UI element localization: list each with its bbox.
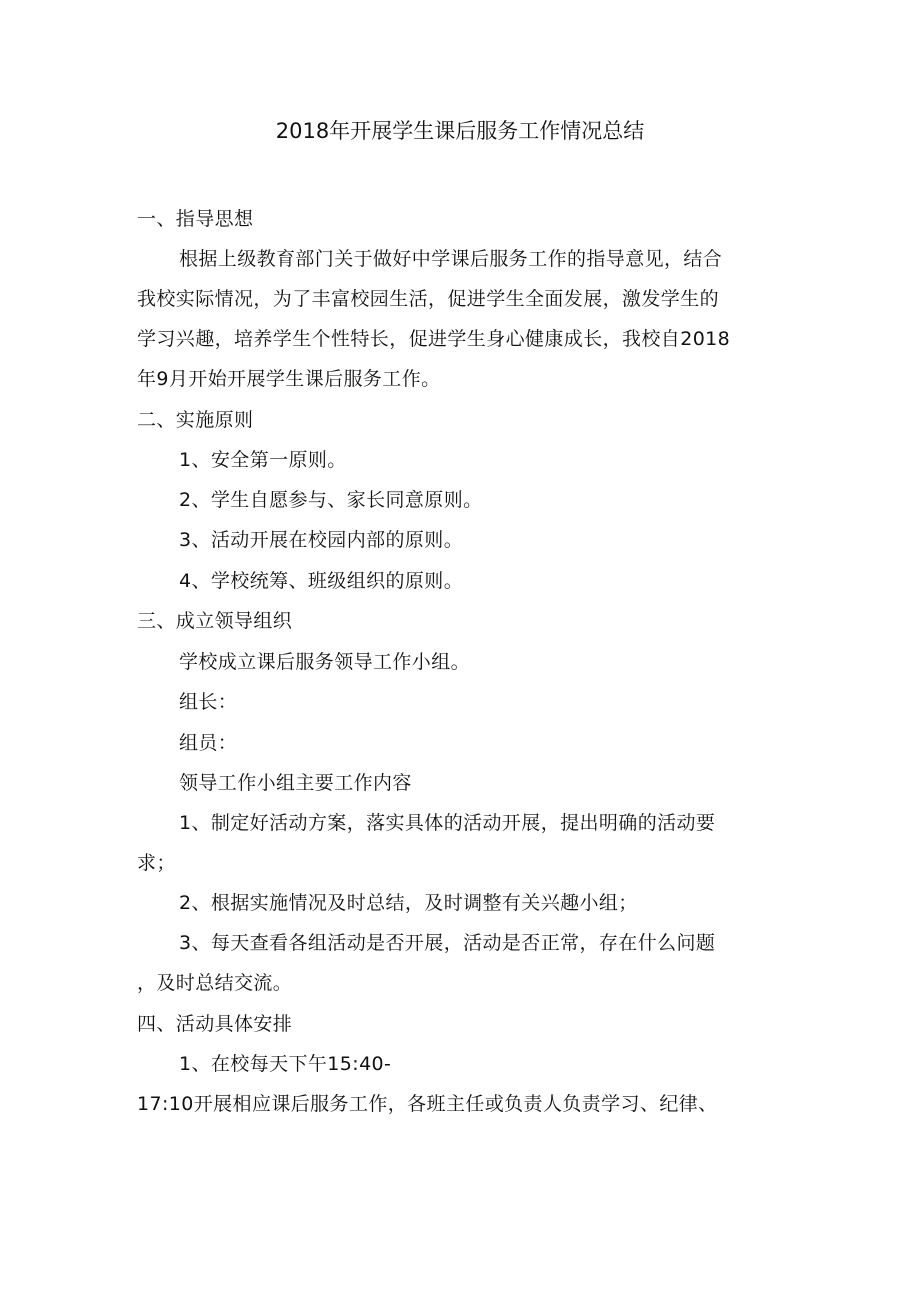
paragraph-line: 年9月开始开展学生课后服务工作。	[137, 368, 441, 390]
group-member-label: 组员：	[179, 732, 238, 754]
group-leader-label: 组长：	[179, 691, 238, 713]
section-heading-guiding-thought: 一、指导思想	[137, 208, 254, 230]
list-item: 4、学校统筹、班级组织的原则。	[179, 570, 464, 592]
paragraph-line: 学习兴趣，培养学生个性特长，促进学生身心健康成长，我校自2018	[137, 328, 731, 350]
list-item-continuation: 求；	[137, 852, 176, 874]
section-heading-principles: 二、实施原则	[137, 409, 254, 431]
paragraph-line: 学校成立课后服务领导工作小组。	[179, 651, 471, 673]
paragraph-line: 领导工作小组主要工作内容	[179, 772, 412, 794]
paragraph-line: 我校实际情况，为了丰富校园生活，促进学生全面发展，激发学生的	[137, 288, 720, 310]
list-item-continuation: ，及时总结交流。	[137, 972, 293, 994]
list-item: 1、安全第一原则。	[179, 449, 347, 471]
list-item: 1、制定好活动方案，落实具体的活动开展，提出明确的活动要	[179, 812, 716, 834]
list-item-continuation: 17:10开展相应课后服务工作，各班主任或负责人负责学习、纪律、	[137, 1093, 718, 1115]
list-item: 2、学生自愿参与、家长同意原则。	[179, 489, 483, 511]
list-item: 2、根据实施情况及时总结，及时调整有关兴趣小组；	[179, 892, 638, 914]
list-item: 1、在校每天下午15:40-	[179, 1053, 392, 1075]
section-heading-arrangement: 四、活动具体安排	[137, 1013, 293, 1035]
list-item: 3、每天查看各组活动是否开展，活动是否正常，存在什么问题	[179, 932, 716, 954]
section-heading-leadership: 三、成立领导组织	[137, 610, 293, 632]
paragraph-line: 根据上级教育部门关于做好中学课后服务工作的指导意见，结合	[179, 248, 723, 270]
document-title: 2018年开展学生课后服务工作情况总结	[275, 119, 645, 143]
list-item: 3、活动开展在校园内部的原则。	[179, 529, 464, 551]
